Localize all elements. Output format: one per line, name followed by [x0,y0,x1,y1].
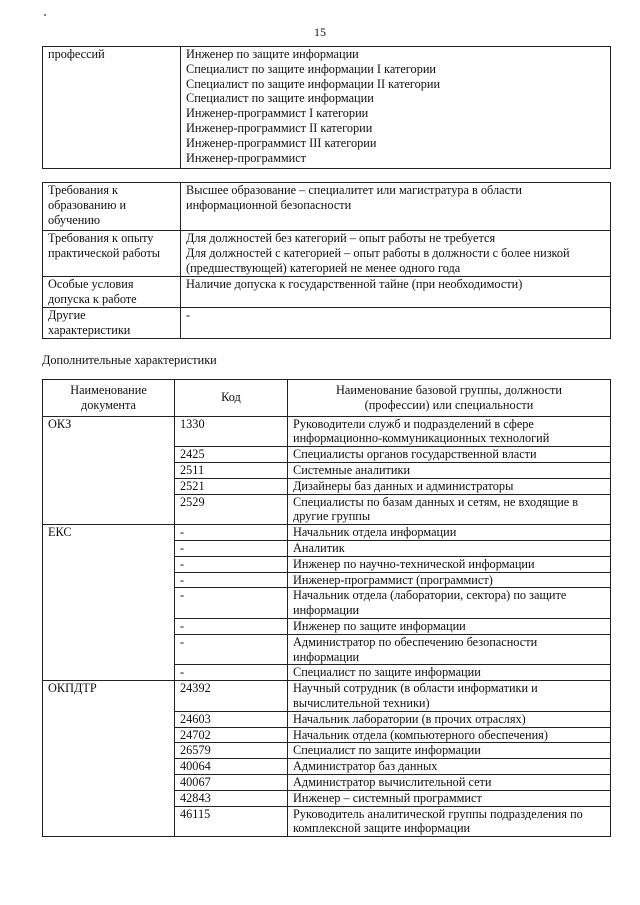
label-line: обучению [48,212,101,227]
name-line: Специалист по защите информации [293,743,481,758]
value-line: Наличие допуска к государственной тайне (при необходимости) [186,277,523,291]
characteristics-table [42,379,611,837]
profession-item: Инженер-программист II категории [186,120,373,135]
profession-item: Специалист по защите информации II категории [186,76,441,91]
name-cell [288,462,611,478]
table-row [43,681,611,712]
requirement-label [43,231,181,277]
code-cell: 40067 [175,774,288,790]
requirement-value [181,308,611,339]
header-name [288,380,611,417]
code-cell: 46115 [175,806,288,837]
profession-item: Инженер-программист III категории [186,135,377,150]
code-cell: - [175,540,288,556]
name-cell [288,790,611,806]
name-line: информации [293,649,360,664]
name-line: вычислительной техники) [293,695,430,710]
requirement-label [43,277,181,308]
name-cell [288,665,611,681]
label-line: образованию и [48,197,127,212]
name-cell [288,416,611,447]
label-line: характеристики [48,322,131,337]
requirement-label [43,183,181,231]
value-line: Для должностей с категорией – опыт работы в должности с более низкой [186,245,570,260]
characteristics-body [43,416,611,837]
header-line: Наименование [70,383,147,397]
name-cell [288,494,611,525]
name-line: Инженер – системный программист [293,790,482,805]
value-line: Высшее образование – специалитет или магистратура в области [186,183,523,197]
code-cell: 2529 [175,494,288,525]
table-row [43,525,611,541]
name-cell [288,727,611,743]
label-line: Особые условия [48,277,134,291]
name-cell [288,540,611,556]
header-document [43,380,175,417]
requirement-row-experience [43,231,611,277]
label-line: Другие [48,308,86,322]
name-line: Системные аналитики [293,462,411,477]
profession-item: Инженер по защите информации [186,47,359,61]
code-cell: - [175,618,288,634]
name-line: Специалист по защите информации [293,665,481,680]
name-cell [288,743,611,759]
name-line: Администратор по обеспечению безопасности [293,634,538,649]
name-cell [288,588,611,619]
requirement-value [181,183,611,231]
name-line: Инженер-программист (программист) [293,572,493,587]
requirement-value [181,231,611,277]
code-cell: 40064 [175,759,288,775]
value-line: Для должностей без категорий – опыт работы не требуется [186,231,496,245]
professions-table [42,46,611,169]
document-cell: ОКПДТР [43,681,175,837]
code-cell: 2425 [175,447,288,463]
label-line: Требования к опыту [48,231,154,245]
requirement-row-admission [43,277,611,308]
header-row [43,380,611,417]
name-line: Администратор баз данных [293,759,438,774]
name-cell [288,681,611,712]
section-heading: Дополнительные характеристики [42,353,217,367]
table-row [43,416,611,447]
name-line: информационно-коммуникационных технологий [293,431,550,446]
code-cell: 42843 [175,790,288,806]
name-cell [288,572,611,588]
name-cell [288,806,611,837]
code-cell: - [175,572,288,588]
scan-speck [44,14,46,16]
code-cell: 24603 [175,711,288,727]
name-cell [288,759,611,775]
name-cell [288,525,611,541]
name-line: Начальник отдела информации [293,525,457,540]
name-line: Администратор вычислительной сети [293,774,492,789]
professions-label: профессий [43,47,181,169]
name-line: информации [293,603,360,618]
name-cell [288,618,611,634]
name-line: Специалисты органов государственной власти [293,447,537,462]
requirement-value [181,277,611,308]
code-cell: 24392 [175,681,288,712]
name-line: Инженер по защите информации [293,618,466,633]
name-line: Инженер по научно-технической информации [293,556,535,571]
name-cell [288,711,611,727]
header-line: Наименование базовой группы, должности [336,383,562,397]
professions-list [181,47,611,169]
name-line: Руководители служб и подразделений в сфере [293,416,534,431]
name-line: Специалисты по базам данных и сетям, не входящие в [293,494,579,509]
name-line: комплексной защите информации [293,821,471,836]
value-line: информационной безопасности [186,197,352,212]
name-line: Дизайнеры баз данных и администраторы [293,478,514,493]
page-number: 15 [314,25,326,39]
code-cell: - [175,588,288,619]
profession-item: Инженер-программист [186,150,307,165]
name-line: Аналитик [293,540,345,555]
header-line: документа [81,397,136,412]
code-cell: - [175,525,288,541]
name-cell [288,447,611,463]
name-line: другие группы [293,509,371,524]
code-cell: 2511 [175,462,288,478]
name-line: Начальник отдела (компьютерного обеспечения) [293,727,548,742]
code-cell: - [175,556,288,572]
profession-item: Специалист по защите информации [186,91,374,106]
requirement-row-education [43,183,611,231]
code-cell: 24702 [175,727,288,743]
code-cell: 2521 [175,478,288,494]
name-cell [288,478,611,494]
label-line: практической работы [48,245,160,260]
requirements-table [42,182,611,339]
code-cell: - [175,665,288,681]
requirement-row-other [43,308,611,339]
header-code: Код [175,380,288,417]
profession-item: Инженер-программист I категории [186,106,369,121]
name-cell [288,556,611,572]
name-cell [288,774,611,790]
professions-row [43,47,611,169]
name-line: Начальник отдела (лаборатории, сектора) по защите [293,588,567,603]
value-line: (предшествующей) категорией не менее одного года [186,260,461,275]
name-line: Научный сотрудник (в области информатики и [293,681,538,696]
header-line: (профессии) или специальности [364,397,534,412]
name-cell [288,634,611,665]
label-line: Требования к [48,183,119,197]
code-cell: - [175,634,288,665]
name-line: Руководитель аналитической группы подразделения по [293,806,583,821]
name-line: Начальник лаборатории (в прочих отраслях) [293,711,526,726]
label-line: допуска к работе [48,291,137,306]
requirement-label [43,308,181,339]
profession-item: Специалист по защите информации I категории [186,61,437,76]
code-cell: 26579 [175,743,288,759]
value-line: - [186,308,191,322]
document-cell: ОКЗ [43,416,175,525]
code-cell: 1330 [175,416,288,447]
document-cell: ЕКС [43,525,175,681]
